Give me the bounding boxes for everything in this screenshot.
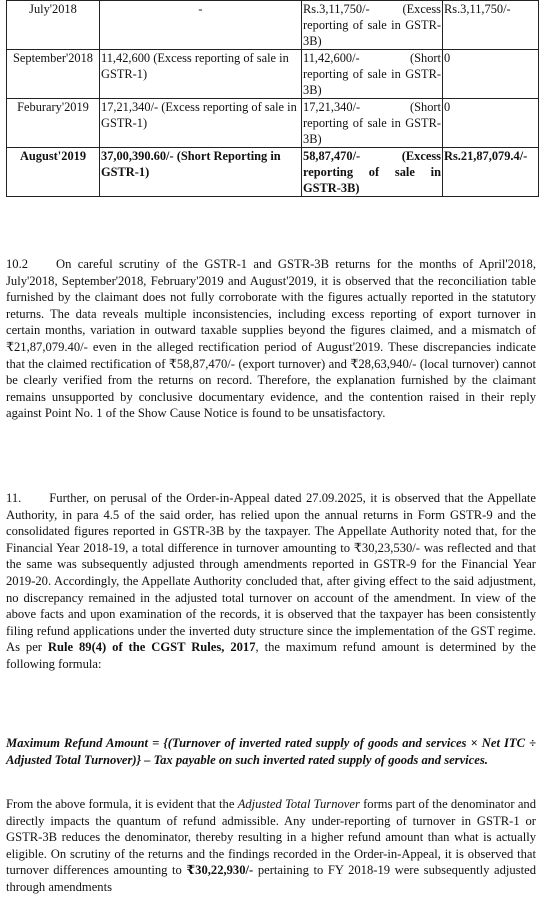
formula-text: Maximum Refund Amount = {(Turnover of inverted rated supply of goods and services × Net ITC ÷ Adjusted Total Turnover)} – Tax payable on such inverted rated supply of goods and services. (6, 736, 536, 767)
table-row (7, 99, 539, 148)
table-row (7, 1, 539, 50)
period-cell: Feburary'2019 (7, 99, 100, 148)
paragraph-text: From the above formula, it is evident that the (6, 797, 238, 811)
refund-formula (6, 735, 536, 768)
gstr1-cell: - (100, 1, 302, 50)
gstr1-cell: 11,42,600 (Excess reporting of sale in GSTR-1) (100, 50, 302, 99)
paragraph-number: 11. (6, 491, 22, 505)
gstr3b-cell: 11,42,600/- (Short reporting of sale in GSTR-3B) (303, 51, 441, 97)
paragraph-text-end: , the maximum refund amount is determined by the following formula: (6, 640, 536, 671)
period-cell: August'2019 (7, 148, 100, 197)
gstr1-cell: 37,00,390.60/- (Short Reporting in GSTR-1) (100, 148, 302, 197)
table-row (7, 148, 539, 197)
period-cell: July'2018 (7, 1, 100, 50)
table-row (7, 50, 539, 99)
gstr3b-cell: 58,87,470/- (Excess reporting of sale in GSTR-3B) (303, 149, 441, 195)
difference-cell: 0 (443, 99, 539, 148)
paragraph-11 (6, 490, 536, 673)
period-cell: September'2018 (7, 50, 100, 99)
gstr3b-cell: Rs.3,11,750/- (Excess reporting of sale in GSTR-3B) (303, 2, 441, 48)
paragraph-text-3: pertaining to FY 2018-19 were subsequently adjusted through amendments (6, 863, 536, 894)
paragraph-number: 10.2 (6, 257, 29, 271)
difference-cell: Rs.3,11,750/- (443, 1, 539, 50)
gstr3b-cell: 17,21,340/- (Short reporting of sale in GSTR-3B) (303, 100, 441, 146)
difference-cell: Rs.21,87,079.4/- (443, 148, 539, 197)
rule-reference: Rule 89(4) of the CGST Rules, 2017 (47, 640, 256, 655)
italic-term: Adjusted Total Turnover (237, 797, 360, 811)
paragraph-final (6, 796, 536, 896)
difference-cell: 0 (443, 50, 539, 99)
paragraph-10-2 (6, 256, 536, 422)
paragraph-text: Further, on perusal of the Order-in-Appeal dated 27.09.2025, it is observed that the Appellate Authority, in para 4.5 of the said order, has relied upon the annual returns in Form GSTR-9 and the consolidated figures reported in GSTR-3B by the taxpayer. The Appellate Authority noted that, for the Financial Year 2018-19, a total difference in turnover amounting to ₹30,23,530/- was reflected and that the same was subsequently adjusted through amendments reported in GSTR-9 for the Financial Year 2019-20. Accordingly, the Appellate Authority concluded that, after giving effect to the said adjustment, no discrepancy remained in the adjusted total turnover on account of the amendment. In view of the above facts and upon examination of the records, it is observed that the taxpayer has been consistently filing refund applications under the inverted duty structure since the implementation of the GST regime. As per (6, 491, 536, 655)
bold-amount: ₹30,22,930/- (186, 863, 254, 878)
paragraph-text-2: forms part of the denominator and directly impacts the quantum of refund admissible. Any under-reporting of turnover in GSTR-1 or GSTR-3B reduces the denominator, thereby resulting in a higher refund amount than what is actually eligible. On scrutiny of the returns and the findings recorded in the Order-in-Appeal, it is observed that turnover differences amounting to (6, 797, 536, 878)
reconciliation-table (6, 0, 539, 197)
paragraph-text: On careful scrutiny of the GSTR-1 and GSTR-3B returns for the months of April'2018, July'2018, September'2018, February'2019 and August'2019, it is observed that the reconciliation table furnished by the claimant does not fully corroborate with the figures actually reported in the statutory returns. The data reveals multiple inconsistencies, including excess reporting of export turnover in certain months, variation in outward taxable supplies beyond the figures claimed, and a mismatch of ₹21,87,079.40/- even in the alleged rectification period of August'2019. These discrepancies indicate that the claimed rectification of ₹58,87,470/- (export turnover) and ₹28,63,940/- (local turnover) cannot be clearly verified from the returns on record. Therefore, the explanation furnished by the claimant remains unsupported by conclusive documentary evidence, and the contention raised in their reply against Point No. 1 of the Show Cause Notice is found to be unsatisfactory. (6, 257, 536, 421)
gstr1-cell: 17,21,340/- (Excess reporting of sale in GSTR-1) (100, 99, 302, 148)
